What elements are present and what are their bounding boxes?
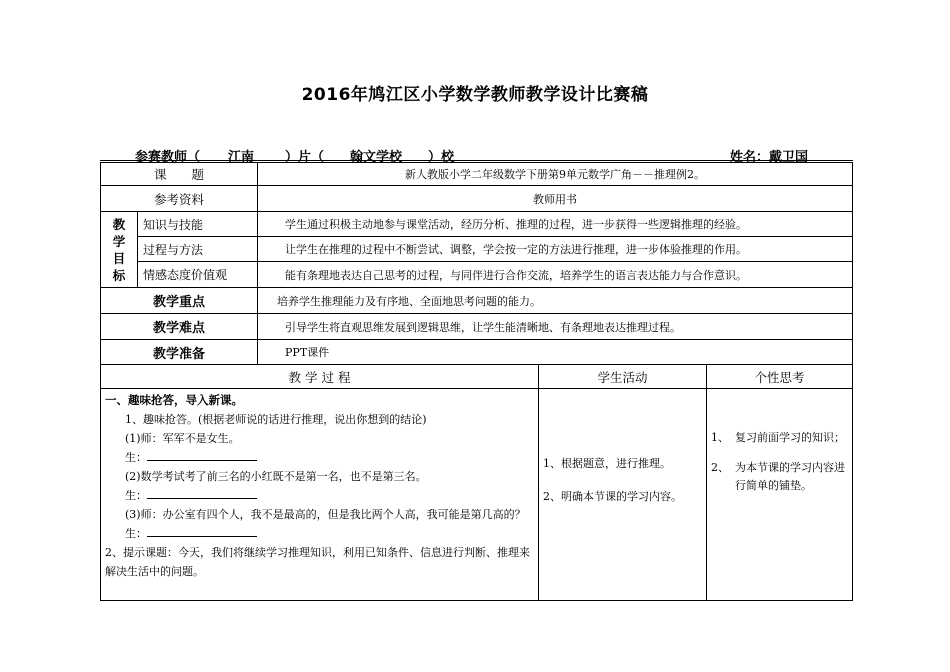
answer-blank (147, 525, 257, 537)
process-answer-2: 生： (105, 486, 532, 505)
reference-value: 教师用书 (258, 186, 853, 212)
activity-item: 1、根据题意，进行推理。 (543, 457, 672, 470)
goal-process-label: 过程与方法 (138, 237, 258, 262)
participant-school: 翰文学校 (350, 150, 403, 165)
topic-value: 新人教版小学二年级数学下册第9单元数学广角－－推理例2。 (258, 162, 853, 186)
process-section-title: 一、趣味抢答，导入新课。 (105, 393, 243, 407)
goal-knowledge-label: 知识与技能 (138, 212, 258, 237)
participant-school-suffix: ）校 (428, 150, 455, 165)
process-answer-1: 生： (105, 448, 532, 467)
process-content (101, 389, 539, 601)
process-line-2: 2、提示课题：今天，我们将继续学习推理知识，利用已知条件、信息进行判断、推理来解决生活中的问题。 (105, 546, 530, 578)
reflection-item: 2、 为本节课的学习内容进行简单的铺垫。 (711, 461, 846, 492)
goals-label: 教 学 目 标 (101, 212, 138, 288)
goal-attitude-value: 能有条理地表达自己思考的过程，与同伴进行合作交流，培养学生的语言表达能力与合作意识。 (258, 262, 853, 288)
reflection-content (707, 389, 853, 601)
difficulty-value: 引导学生将直观思维发展到逻辑思维，让学生能清晰地、有条理地表达推理过程。 (258, 314, 853, 340)
activity-header: 学生活动 (539, 365, 707, 389)
activity-content (539, 389, 707, 601)
process-question-1: (1)师：军军不是女生。 (125, 432, 240, 445)
participant-district: 江南 (228, 150, 255, 165)
topic-label: 课 题 (101, 162, 258, 186)
preparation-value: PPT课件 (258, 340, 853, 365)
process-question-3: (3)师：办公室有四个人，我不是最高的，但是我比两个人高，我可能是第几高的？ (125, 508, 526, 521)
answer-blank (147, 487, 257, 499)
process-question-2: (2)数学考试考了前三名的小红既不是第一名，也不是第三名。 (125, 470, 427, 483)
process-answer-3: 生： (105, 524, 532, 543)
reflection-header: 个性思考 (707, 365, 853, 389)
difficulty-label: 教学难点 (101, 314, 258, 340)
process-line-1: 1、趣味抢答。(根据老师说的话进行推理，说出你想到的结论) (125, 413, 427, 426)
key-point-value: 培养学生推理能力及有序地、全面地思考问题的能力。 (258, 288, 853, 314)
reference-label: 参考资料 (101, 186, 258, 212)
goal-process-value: 让学生在推理的过程中不断尝试、调整，学会按一定的方法进行推理，进一步体验推理的作用。 (258, 237, 853, 262)
activity-item: 2、明确本节课的学习内容。 (543, 490, 683, 503)
reflection-item: 1、 复习前面学习的知识； (711, 431, 846, 444)
lesson-plan-table (100, 160, 852, 601)
participant-district-suffix: ）片（ (285, 150, 325, 165)
preparation-label: 教学准备 (101, 340, 258, 365)
document-title: 2016年鸠江区小学数学教师教学设计比赛稿 (301, 85, 649, 105)
participant-name: 姓名：戴卫国 (730, 150, 809, 165)
participant-teacher-prefix: 参赛教师（ (135, 150, 201, 165)
process-header: 教 学 过 程 (101, 365, 539, 389)
goal-attitude-label: 情感态度价值观 (138, 262, 258, 288)
key-point-label: 教学重点 (101, 288, 258, 314)
goal-knowledge-value: 学生通过积极主动地参与课堂活动，经历分析、推理的过程，进一步获得一些逻辑推理的经验。 (258, 212, 853, 237)
answer-blank (147, 449, 257, 461)
